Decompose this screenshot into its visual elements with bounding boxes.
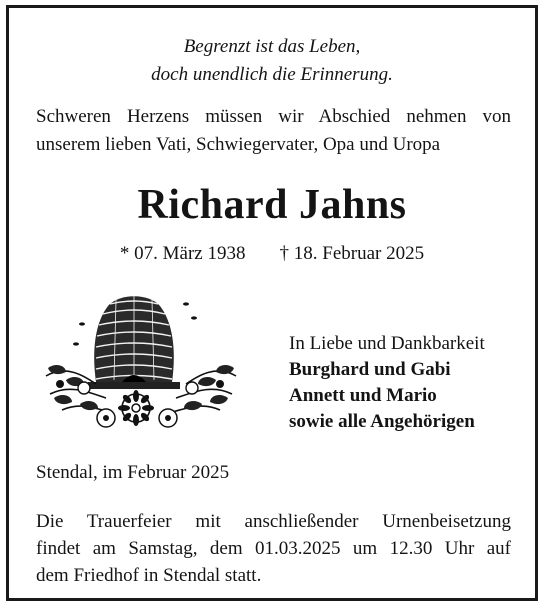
life-dates [9,241,535,267]
beehive-with-flowers-icon [36,284,246,434]
birth-date: * 07. März 1938 [119,243,246,264]
service-line-2: findet am Samstag, dem 01.03.2025 um 12.30 Uhr auf [36,538,511,559]
mourner-line-3: sowie alle Angehörigen [289,411,475,432]
memorial-quote [9,33,535,89]
place-date: Stendal, im Februar 2025 [36,462,230,483]
intro-line-1: Schweren Herzens müssen wir Abschied nehmen von [36,106,511,127]
service-line-1: Die Trauerfeier mit anschließender Urnenbeisetzung [36,511,511,532]
service-info [36,508,511,589]
service-line-3: dem Friedhof in Stendal statt. [36,565,262,586]
death-date: † 18. Februar 2025 [279,243,425,264]
quote-line-2: doch unendlich die Erinnerung. [151,64,393,85]
obituary-notice [9,8,535,598]
mourners-intro: In Liebe und Dankbarkeit [289,333,485,354]
deceased-name: Richard Jahns [137,182,407,228]
intro-line-2: unserem lieben Vati, Schwiegervater, Opa und Uropa [36,134,441,155]
intro-text [36,103,511,159]
mourner-line-1: Burghard und Gabi [289,359,451,380]
mourner-line-2: Annett und Mario [289,385,437,406]
notice-frame [6,5,538,601]
mourners-block [289,331,485,435]
quote-line-1: Begrenzt ist das Leben, [183,36,361,57]
